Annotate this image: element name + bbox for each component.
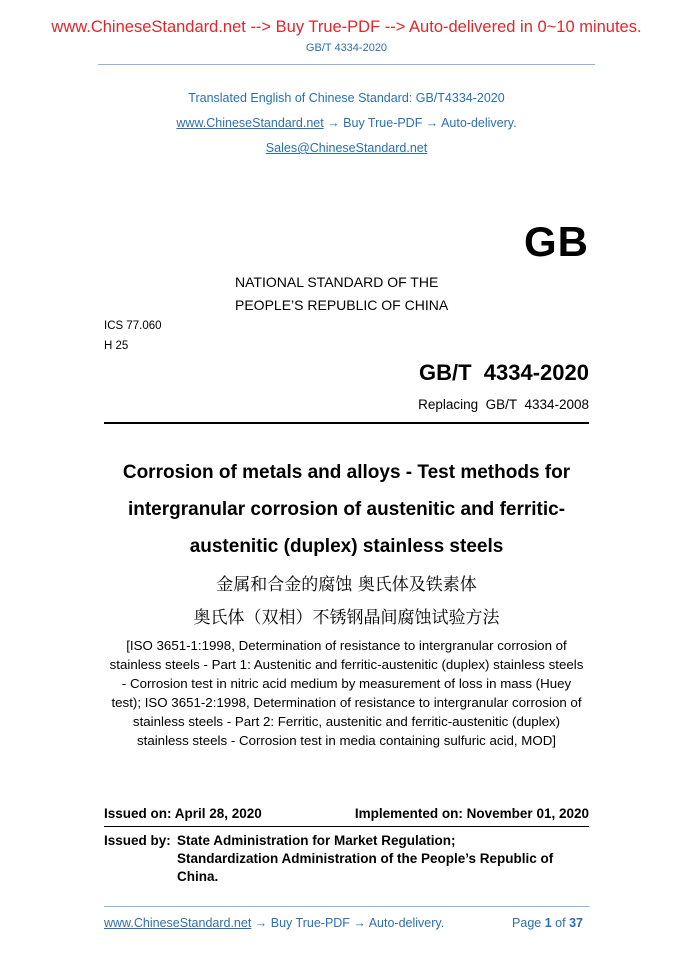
title-divider [104,422,589,424]
buy-text: → Buy True-PDF → Auto-delivery. [323,116,517,130]
issuer-line-2: Standardization Administration of the People’s Republic of [177,851,554,866]
title-line-2: intergranular corrosion of austenitic and ferritic- [127,499,566,520]
iso-reference [104,636,589,750]
dates-divider [104,826,589,827]
page-label: Page [512,916,542,930]
footer-links [104,916,444,930]
national-standard-line1: NATIONAL STANDARD OF THE [235,274,439,290]
footer-divider [104,906,589,907]
header-standard-code: GB/T 4334-2020 [305,42,388,54]
page-total: 37 [569,916,583,930]
dates-row [104,806,589,821]
email-link[interactable]: Sales@ChineseStandard.net [265,141,428,155]
title-line-1: Corrosion of metals and alloys - Test methods for [122,462,571,483]
issuer-line-1: State Administration for Market Regulation; [177,833,456,848]
issued-by-label: Issued by: [104,833,171,848]
translation-links [0,116,693,130]
gb-mark: GB [524,218,589,265]
ics-code: ICS 77.060 [104,320,162,332]
chinese-title-line-1: 金属和合金的腐蚀 奥氏体及铁素体 [216,575,477,595]
top-banner[interactable]: www.ChineseStandard.net --> Buy True-PDF --> Auto-delivered in 0~10 minutes. [51,18,642,36]
footer-site-link[interactable]: www.ChineseStandard.net [104,916,252,930]
email-line [0,141,693,155]
translation-notice: Translated English of Chinese Standard: GB/T4334-2020 [188,91,505,105]
page-of: of [555,916,566,930]
page-current: 1 [544,916,552,930]
iso-reference-line: - Corrosion test in nitric acid medium by measurement of loss in mass (Huey [121,676,572,691]
iso-reference-line: stainless steels - Corrosion test in media containing sulfuric acid, MOD] [136,733,557,748]
site-link[interactable]: www.ChineseStandard.net [176,116,324,130]
footer-buy-text: → Buy True-PDF → Auto-delivery. [251,916,445,930]
chinese-title-line-2: 奥氏体（双相）不锈钢晶间腐蚀试验方法 [193,608,500,628]
page-indicator [512,916,583,930]
ccs-code: H 25 [104,340,129,352]
iso-reference-line: stainless steels - Part 1: Austenitic and ferritic-austenitic (duplex) stainless steels [109,657,584,672]
title-line-3: austenitic (duplex) stainless steels [189,536,504,557]
iso-reference-line: stainless steels - Part 2: Ferritic, austenitic and ferritic-austenitic (duplex) [132,714,561,729]
implemented-on: Implemented on: November 01, 2020 [354,806,589,821]
iso-reference-line: test); ISO 3651-2:1998, Determination of resistance to intergranular corrosion of [111,695,582,710]
iso-reference-line: [ISO 3651-1:1998, Determination of resistance to intergranular corrosion of [126,638,567,653]
standard-number: GB/T 4334-2020 [419,360,589,385]
issued-on: Issued on: April 28, 2020 [104,806,262,821]
header-divider [98,64,595,65]
issuer-line-3: China. [177,869,219,884]
national-standard-line2: PEOPLE’S REPUBLIC OF CHINA [235,297,449,313]
replacing-note: Replacing GB/T 4334-2008 [418,397,589,412]
